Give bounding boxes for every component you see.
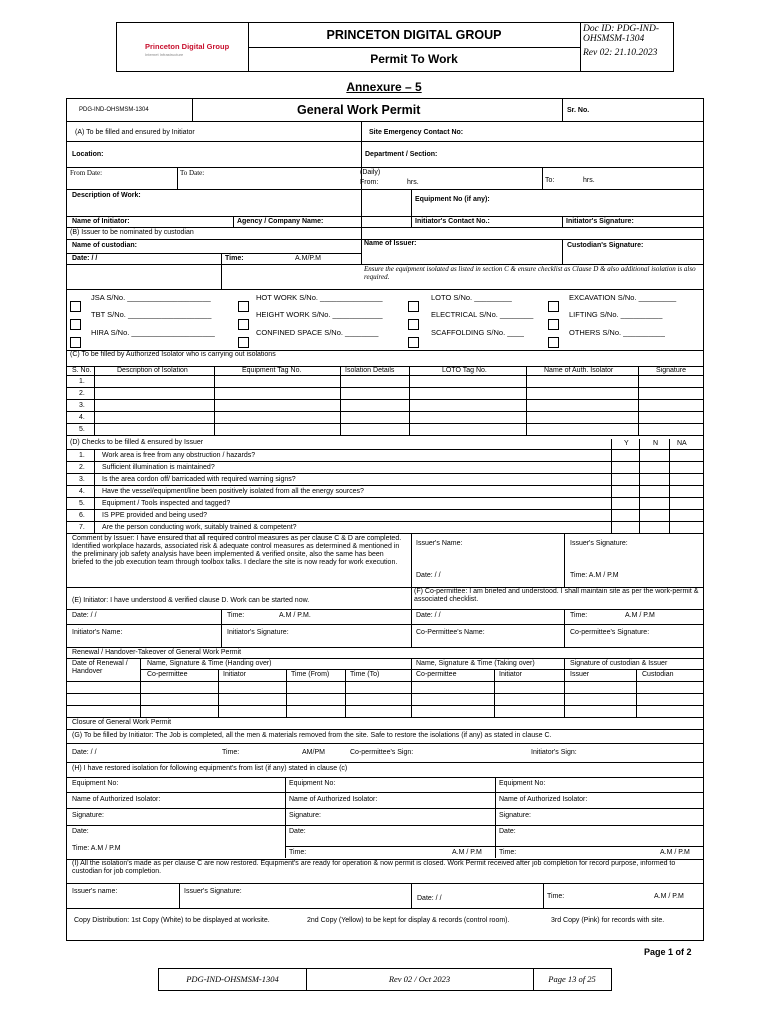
annexure-heading: Annexure – 5 [346,80,422,94]
c-header-loto-tag: LOTO Tag No. [442,367,487,374]
description-of-work-field[interactable]: Description of Work: [72,192,141,199]
c-row-5: 5. [79,426,85,433]
handing-over-header: Name, Signature & Time (Handing over) [147,660,272,667]
doc-title: Permit To Work [370,52,458,66]
d-row-5-text: Equipment / Tools inspected and tagged? [102,500,231,507]
confined-space-sno-field[interactable]: CONFINED SPACE S/No. ________ [256,328,379,337]
d-row-7-num: 7. [79,524,85,531]
h3-time[interactable]: Time: [499,849,517,856]
excavation-checkbox[interactable] [548,301,559,312]
closure-heading: Closure of General Work Permit [72,719,172,726]
site-emergency-contact-field[interactable]: Site Emergency Contact No: [369,129,464,136]
tbt-checkbox[interactable] [70,319,81,330]
d-col-y: Y [624,440,629,447]
d-col-n: N [653,440,659,447]
d-row-2-text: Sufficient illumination is maintained? [102,464,215,471]
h1-signature[interactable]: Signature: [72,812,104,819]
logo-subtitle: Internet Infrastructure [145,52,184,57]
issuer-signature-field[interactable]: Issuer's Signature: [570,540,628,547]
e-date-field[interactable]: Date: / / [72,612,97,619]
section-i-heading: (I) All the isolation's made as per clause C are now restored. Equipment's are ready for operation & now permit is closed. Work Permit received after job completion for record purpose, informed to custodian for job completion. [72,860,676,876]
issuer-time-field[interactable]: Time: A.M / P.M [570,572,619,579]
renewal-col-custodian: Custodian [642,671,674,678]
initiator-name-field[interactable]: Initiator's Name: [72,629,123,636]
initiator-signature-field-e[interactable]: Initiator's Signature: [227,629,289,636]
confined-space-checkbox[interactable] [238,337,249,348]
f-date-field[interactable]: Date: / / [416,612,441,619]
section-e-heading: (E) Initiator: I have understood & verified clause D. Work can be started now. [72,597,310,604]
c-header-isolation-details: Isolation Details [345,367,395,374]
copy-distribution-1: Copy Distribution: 1st Copy (White) to be displayed at worksite. [74,917,270,924]
g-ampm-label: AM/PM [302,749,325,756]
doc-id: Doc ID: PDG-IND-OHSMSM-1304 [583,24,659,44]
issuer-name-i-field[interactable]: Issuer's name: [72,888,118,895]
from-hrs-unit: hrs. [407,179,419,186]
time-b-field[interactable]: Time: [225,255,244,262]
company-name: PRINCETON DIGITAL GROUP [248,23,580,48]
excavation-sno-field[interactable]: EXCAVATION S/No. _________ [569,293,677,302]
f-time-field[interactable]: Time: [570,612,588,619]
taking-over-header: Name, Signature & Time (Taking over) [416,660,535,667]
scaffolding-sno-field[interactable]: SCAFFOLDING S/No. ____ [431,328,524,337]
electrical-sno-field[interactable]: ELECTRICAL S/No. ________ [431,310,534,319]
date-b-field[interactable]: Date: / / [72,255,98,262]
c-row-1: 1. [79,378,85,385]
name-of-custodian-field[interactable]: Name of custodian: [72,242,137,249]
general-work-permit-form [66,98,704,941]
d-row-1-num: 1. [79,452,85,459]
h2-time[interactable]: Time: [289,849,307,856]
renewal-heading: Renewal / Handover-Takeover of General Work Permit [72,649,242,656]
hot-work-checkbox[interactable] [238,301,249,312]
renewal-date-header: Date of Renewal / Handover [72,660,128,675]
g-date-field[interactable]: Date: / / [72,749,97,756]
renewal-col-time-from: Time (From) [291,671,330,678]
electrical-checkbox[interactable] [408,319,419,330]
signature-custodian-issuer-header: Signature of custodian & Issuer [570,660,668,667]
d-row-6-text: IS PPE provided and being used? [102,512,208,519]
d-row-6-num: 6. [79,512,85,519]
h2-isolator-name[interactable]: Name of Authorized Isolator: [289,796,378,803]
footer-doc-code: PDG-IND-OHSMSM-1304 [159,969,307,990]
h3-isolator-name[interactable]: Name of Authorized Isolator: [499,796,588,803]
d-row-7-text: Are the person conducting work, suitably trained & competent? [102,524,297,531]
i-ampm-label: A.M / P.M [654,893,684,900]
equipment-no-field[interactable]: Equipment No (if any): [415,196,490,203]
title-cell [248,23,581,71]
d-col-na: NA [677,440,687,447]
h3-signature[interactable]: Signature: [499,812,531,819]
h3-ampm: A.M / P.M [660,849,690,856]
logo-cell [117,23,249,71]
form-code: PDG-IND-OHSMSM-1304 [79,107,149,113]
daily-label: (Daily) [360,169,381,176]
page-of-indicator: Page 1 of 2 [644,947,692,957]
section-c-heading: (C) To be filled by Authorized Isolator who is carrying out isolations [70,351,276,358]
jsa-checkbox[interactable] [70,301,81,312]
to-hrs-label: To: [545,177,555,184]
e-time-field[interactable]: Time: [227,612,245,619]
h2-equipment-no[interactable]: Equipment No: [289,780,336,787]
loto-sno-field[interactable]: LOTO S/No. _________ [431,293,512,302]
c-header-description: Description of Isolation [117,367,188,374]
g-time-field[interactable]: Time: [222,749,240,756]
i-time-field[interactable]: Time: [547,893,565,900]
f-ampm-label: A.M / P.M [625,612,655,619]
d-row-4-num: 4. [79,488,85,495]
d-row-4-text: Have the vessel/equipment/line been positively isolated from all the energy sources? [102,488,364,495]
lifting-sno-field[interactable]: LIFTING S/No. __________ [569,310,663,319]
footer-revision: Rev 02 / Oct 2023 [306,969,534,990]
issuer-comment: Comment by Issuer: I have ensured that all required control measures as per clause C & D are completed. Identified workplace hazards, associated risk & adequate control measures as determined & mentioned in the preliminary job safety analysis have been implemented & verified onsite, also the same has been briefed to the job execution team through toolbox talks. I declare the site is now ready for work execution. [72,535,402,567]
scaffolding-checkbox[interactable] [408,337,419,348]
issuer-signature-i-field[interactable]: Issuer's Signature: [184,888,242,895]
d-row-3-text: Is the area cordon off/ barricaded with required warning signs? [102,476,296,483]
lifting-checkbox[interactable] [548,319,559,330]
height-work-checkbox[interactable] [238,319,249,330]
c-header-auth-isolator: Name of Auth. Isolator [544,367,614,374]
renewal-col-initiator-1: Initiator [223,671,246,678]
ensure-isolation-note: Ensure the equipment isolated as listed in section C & ensure checklist as Clause D & also additional isolation is also required. [364,265,696,282]
c-header-signature: Signature [656,367,686,374]
c-row-2: 2. [79,390,85,397]
renewal-col-copermittee-1: Co-permittee [147,671,188,678]
h1-date[interactable]: Date: [72,828,89,835]
h2-ampm: A.M / P.M [452,849,482,856]
from-date-field[interactable]: From Date: [70,169,103,177]
copy-distribution-3: 3rd Copy (Pink) for records with site. [551,917,665,924]
jsa-sno-field[interactable]: JSA S/No. ____________________ [91,293,211,302]
section-b-heading: (B) Issuer to be nominated by custodian [70,229,194,236]
others-sno-field[interactable]: OTHERS S/No. __________ [569,328,665,337]
doc-meta [580,23,680,73]
custodian-signature-field[interactable]: Custodian's Signature: [567,242,644,249]
renewal-col-time-to: Time (To) [350,671,380,678]
agency-company-field[interactable]: Agency / Company Name: [237,218,324,225]
loto-checkbox[interactable] [408,301,419,312]
g-copermittee-sign-field[interactable]: Co-permittee's Sign: [350,749,414,756]
c-row-3: 3. [79,402,85,409]
from-hrs-label: From: [360,179,379,186]
document-header [116,22,674,72]
section-h-heading: (H) I have restored isolation for following equipment's from list (if any) stated in clause (c) [72,765,348,772]
section-f-heading: (F) Co-permittee: I am briefed and understood. I shall maintain site as per the work-permit & associated checklist. [414,588,699,604]
section-d-heading: (D) Checks to be filled & ensured by Issuer [70,439,204,446]
footer-page-number: Page 13 of 25 [548,974,596,984]
d-row-3-num: 3. [79,476,85,483]
sr-no-field[interactable]: Sr. No. [567,107,590,114]
h2-signature[interactable]: Signature: [289,812,321,819]
name-of-initiator-field[interactable]: Name of Initiator: [72,218,130,225]
c-header-equipment-tag: Equipment Tag No. [242,367,302,374]
copy-distribution-2: 2nd Copy (Yellow) to be kept for display & records (control room). [307,917,510,924]
h1-isolator-name[interactable]: Name of Authorized Isolator: [72,796,161,803]
company-logo: Princeton Digital Group [145,42,230,51]
renewal-col-issuer: Issuer [570,671,590,678]
form-title: General Work Permit [297,103,421,117]
to-hrs-unit: hrs. [583,177,595,184]
hira-checkbox[interactable] [70,337,81,348]
ampm-b-label: A.M/P.M [295,255,321,262]
i-date-field[interactable]: Date: / / [417,895,442,902]
others-checkbox[interactable] [548,337,559,348]
name-of-issuer-field[interactable]: Name of Issuer: [364,240,417,247]
h3-date[interactable]: Date: [499,828,516,835]
g-initiator-sign-field[interactable]: Initiator's Sign: [531,749,577,756]
copermittee-name-field[interactable]: Co-Permittee's Name: [416,629,485,636]
doc-rev: Rev 02: 21.10.2023 [583,48,658,58]
c-row-4: 4. [79,414,85,421]
renewal-col-copermittee-2: Co-permittee [416,671,457,678]
section-a-heading: (A) To be filled and ensured by Initiator [75,129,195,136]
hira-sno-field[interactable]: HIRA S/No. ____________________ [91,328,215,337]
h1-equipment-no[interactable]: Equipment No: [72,780,119,787]
h3-equipment-no[interactable]: Equipment No: [499,780,546,787]
to-date-field[interactable]: To Date: [180,169,205,177]
department-field[interactable]: Department / Section: [365,151,438,158]
initiator-contact-field[interactable]: Initiator's Contact No.: [415,218,490,225]
h1-time[interactable]: Time: A.M / P.M [72,845,121,852]
d-row-2-num: 2. [79,464,85,471]
renewal-col-initiator-2: Initiator [499,671,522,678]
initiator-signature-field[interactable]: Initiator's Signature: [566,218,634,225]
issuer-date-field[interactable]: Date: / / [416,572,441,579]
d-row-1-text: Work area is free from any obstruction / hazards? [102,452,256,459]
tbt-sno-field[interactable]: TBT S/No. ____________________ [91,310,212,319]
issuer-name-field[interactable]: Issuer's Name: [416,540,463,547]
c-header-sno: S. No. [72,367,92,374]
copermittee-signature-field[interactable]: Co-permittee's Signature: [570,629,650,636]
h2-date[interactable]: Date: [289,828,306,835]
d-row-5-num: 5. [79,500,85,507]
height-work-sno-field[interactable]: HEIGHT WORK S/No. ____________ [256,310,383,319]
hot-work-sno-field[interactable]: HOT WORK S/No. _______________ [256,293,383,302]
location-field[interactable]: Location: [72,151,104,158]
section-g-heading: (G) To be filled by Initiator: The Job is completed, all the men & materials removed from the site. Safe to restore the isolations (if any) as stated in clause C. [72,732,552,739]
e-ampm-label: A.M / P.M. [279,612,311,619]
document-footer [158,968,612,991]
